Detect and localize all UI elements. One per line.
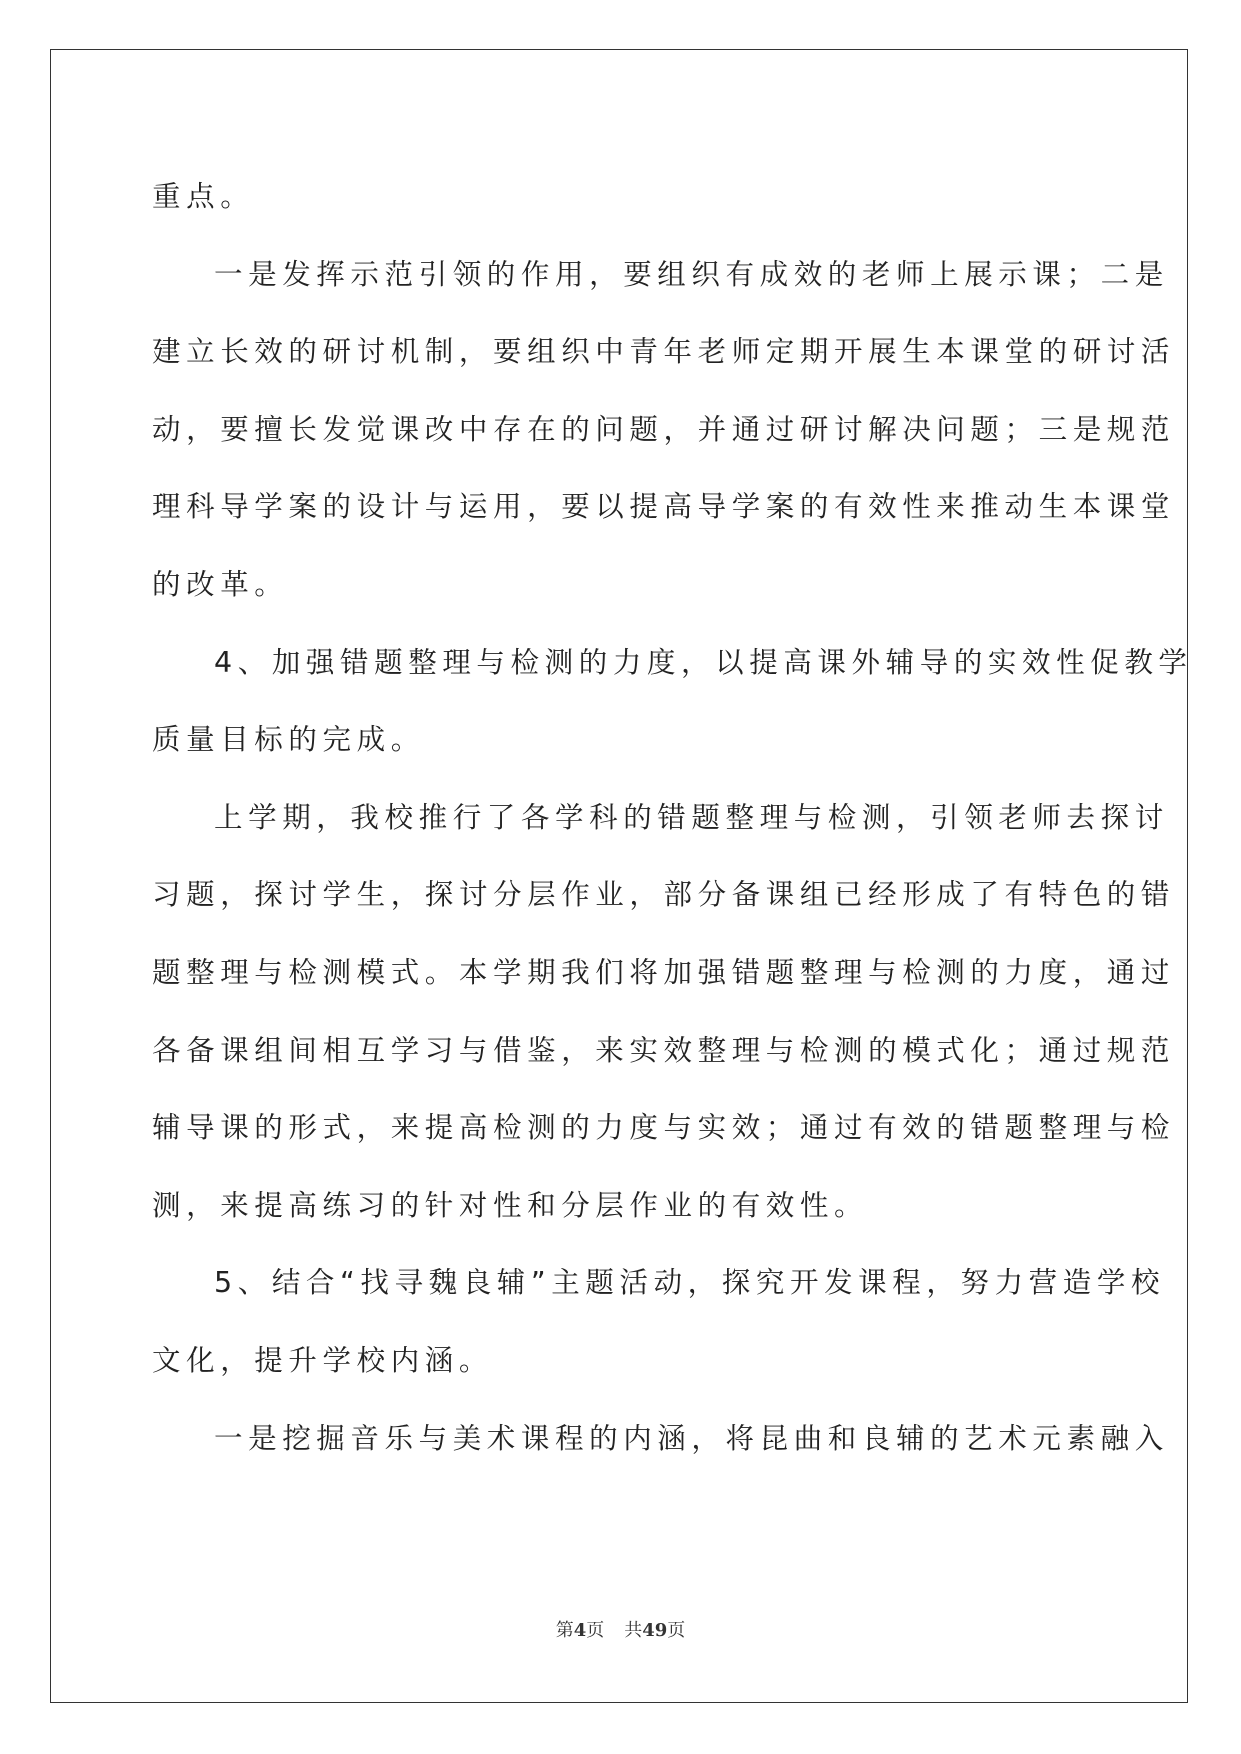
page-footer <box>0 1616 1241 1642</box>
document-body <box>152 158 1193 1477</box>
total-pages: 49 <box>642 1620 668 1641</box>
text-line: 题整理与检测模式。本学期我们将加强错题整理与检测的力度，通过 <box>152 955 1176 989</box>
text-line: 理科导学案的设计与运用，要以提高导学案的有效性来推动生本课堂 <box>152 490 1176 524</box>
paragraph-first-line: 4、加强错题整理与检测的力度，以提高课外辅导的实效性促教学 <box>214 645 1193 679</box>
text-line: 各备课组间相互学习与借鉴，来实效整理与检测的模式化；通过规范 <box>152 1033 1176 1067</box>
text-line: 辅导课的形式，来提高检测的力度与实效；通过有效的错题整理与检 <box>152 1111 1176 1145</box>
paragraph-first-line: 上学期，我校推行了各学科的错题整理与检测，引领老师去探讨 <box>214 800 1169 834</box>
text-line: 质量目标的完成。 <box>152 723 425 757</box>
text-line: 重点。 <box>152 180 255 213</box>
text-line: 动，要擅长发觉课改中存在的问题，并通过研讨解决问题；三是规范 <box>152 412 1176 446</box>
footer-prefix: 第 <box>555 1620 574 1641</box>
footer-total-prefix: 共 <box>624 1620 643 1641</box>
text-line: 习题，探讨学生，探讨分层作业，部分备课组已经形成了有特色的错 <box>152 878 1176 912</box>
text-line: 文化，提升学校内涵。 <box>152 1343 494 1377</box>
paragraph-first-line: 5、结合“找寻魏良辅”主题活动，探究开发课程，努力营造学校 <box>214 1266 1166 1300</box>
text-line: 的改革。 <box>152 567 289 601</box>
paragraph-first-line: 一是发挥示范引领的作用，要组织有成效的老师上展示课；二是 <box>214 257 1169 291</box>
text-line: 测，来提高练习的针对性和分层作业的有效性。 <box>152 1188 869 1222</box>
page-number: 4 <box>573 1620 587 1641</box>
footer-page-suffix: 页 <box>586 1620 605 1641</box>
footer-total-suffix: 页 <box>667 1620 686 1641</box>
paragraph-first-line: 一是挖掘音乐与美术课程的内涵，将昆曲和良辅的艺术元素融入 <box>214 1421 1169 1455</box>
text-line: 建立长效的研讨机制，要组织中青年老师定期开展生本课堂的研讨活 <box>152 335 1176 369</box>
